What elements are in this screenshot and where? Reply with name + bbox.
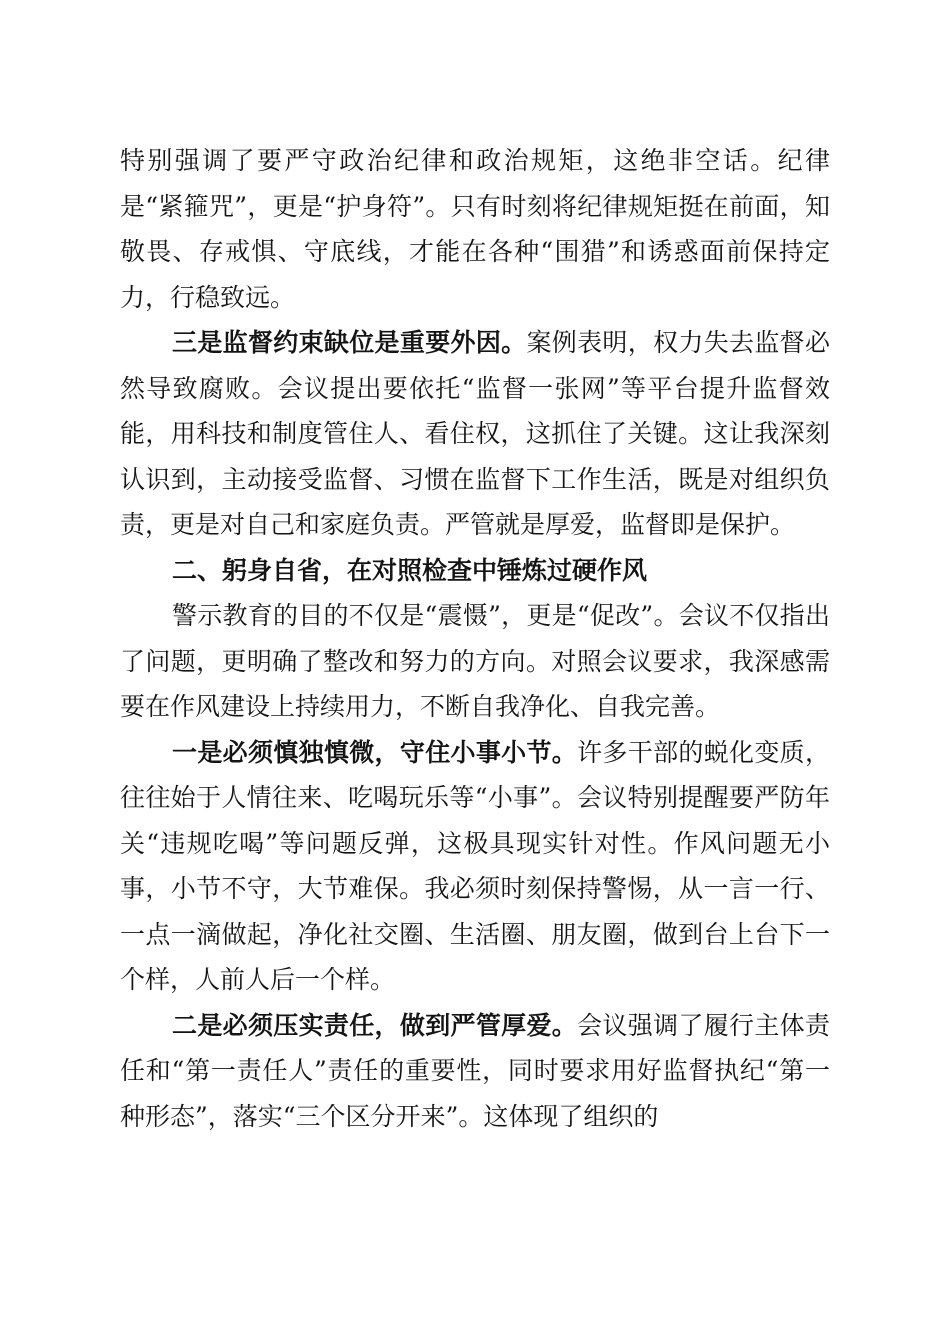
paragraph-text: 案例表明，权力失去监督必然导致腐败。会议提出要依托“监督一张网”等平台提升监督效能，用科技和制度管住人、看住权，这抓住了关键。这让我深刻认识到，主动接受监督、习惯在监督下工作生活，既是对组织负责，更是对自己和家庭负责。严管就是厚爱，监督即是保护。 [120, 328, 830, 539]
document-body [120, 138, 830, 1139]
paragraph-text: 会议强调了履行主体责任和“第一责任人”责任的重要性，同时要求用好监督执纪“第一种形态”，落实“三个区分开来”。这体现了组织的 [120, 1010, 830, 1131]
paragraph-point-one [120, 730, 830, 1003]
paragraph-text: 特别强调了要严守政治纪律和政治规矩，这绝非空话。纪律是“紧箍咒”，更是“护身符”。只有时刻将纪律规矩挺在前面，知敬畏、存戒惧、守底线，才能在各种“围猎”和诱惑面前保持定力，行稳致远。 [120, 146, 830, 312]
paragraph-text: 警示教育的目的不仅是“震慑”，更是“促改”。会议不仅指出了问题，更明确了整改和努力的方向。对照会议要求，我深感需要在作风建设上持续用力，不断自我净化、自我完善。 [120, 601, 830, 721]
paragraph-text: 许多干部的蜕化变质，往往始于人情往来、吃喝玩乐等“小事”。会议特别提醒要严防年关“违规吃喝”等问题反弹，这极具现实针对性。作风问题无小事，小节不守，大节难保。我必须时刻保持警惕，从一言一行、一点一滴做起，净化社交圈、生活圈、朋友圈，做到台上台下一个样，人前人后一个样。 [120, 737, 830, 994]
paragraph-lead: 三是监督约束缺位是重要外因。 [172, 328, 527, 357]
paragraph-lead: 一是必须慎独慎微，守住小事小节。 [172, 737, 578, 767]
paragraph-point-two [120, 1003, 830, 1140]
paragraph-point-three [120, 320, 830, 548]
section-heading: 二、躬身自省，在对照检查中锤炼过硬作风 [172, 555, 648, 585]
paragraph-continuation [120, 138, 830, 320]
paragraph-lead: 二是必须压实责任，做到严管厚爱。 [172, 1010, 578, 1040]
paragraph-intro [120, 593, 830, 730]
